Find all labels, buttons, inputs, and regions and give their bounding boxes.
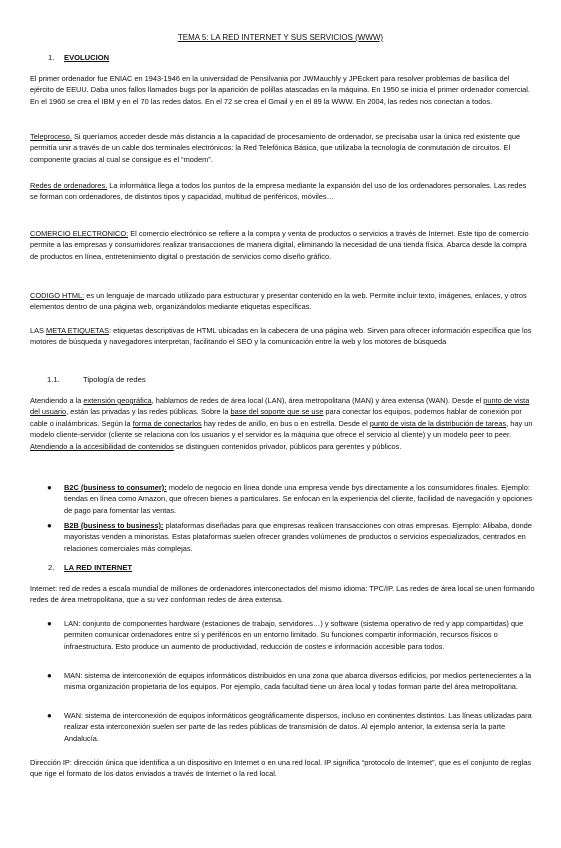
tipologia-text: se distinguen contenidos privador, públicos para gerentes y públicos. (173, 441, 402, 451)
meta-prefix: LAS (30, 326, 47, 335)
tipologia-term: punto de vista del usuario (30, 396, 530, 417)
paragraph-comercio (30, 228, 535, 262)
list-item-man (47, 670, 534, 693)
text-b2b: plataformas diseñadas para que empresas realicen transacciones con otras empresas. Ejemplo: Alibaba, donde mayoristas venden a minoristas. Estas plataformas suelen ofrecer grandes volúmenes de productos o servicios especializados, centrados en relaciones comerciales más complejas. (64, 521, 532, 553)
tipologia-term: punto de vista de la distribución de tareas (369, 418, 507, 428)
bullet-icon: ● (47, 711, 52, 720)
bullet-icon: ● (47, 671, 52, 680)
text-comercio: El comercio electrónico se refiere a la compra y venta de productos o servicios a través de Internet. Este tipo de comercio permite a las empresas y consumidores realizar transacciones de manera digital, eliminando la necesidad de una tienda física. Abarca desde la compra de productos en línea, entretenimiento digital o prestación de servicios como diseño gráfico. (30, 229, 529, 261)
section-label: LA RED INTERNET (64, 563, 133, 572)
document-title: TEMA 5: LA RED INTERNET Y SUS SERVICIOS (WWW) (177, 33, 384, 42)
term-b2b: B2B (business to business): (64, 521, 164, 530)
text-wan: WAN: sistema de interconexión de equipos informáticos geográficamente dispersos, incluso en continentes distintos. Las líneas utilizadas para realizar esta interconexión suelen ser parte de las redes públicas de transmisión de datos. Al ejemplo anterior, la extensa sería la parte Andalucía. (64, 711, 532, 743)
section-label: EVOLUCION (64, 53, 110, 62)
paragraph-tipologia (30, 395, 535, 452)
paragraph-internet: Internet: red de redes a escala mundial de millones de ordenadores interconectados del mismo idioma: TPC/IP. Las redes de área local se unen formando redes de área metropolitana, que a su vez conforman redes de área extensa. (30, 584, 535, 605)
list-item-b2c (47, 482, 534, 516)
section-label: Tipología de redes (83, 375, 146, 384)
term-redes: Redes de ordenadores. (30, 181, 108, 190)
paragraph-teleproceso (30, 131, 535, 165)
text-html: es un lenguaje de marcado utilizado para estructurar y presentar contenido en la web. Permite incluir texto, imágenes, enlaces, y otros elementos dentro de una página web, organizándolos mediante etiquetas específicas. (30, 291, 527, 312)
section-heading-evolucion (48, 52, 109, 63)
tipologia-term: forma de conectarlos (132, 418, 202, 428)
text-teleproceso: Si queríamos acceder desde más distancia a la capacidad de procesamiento de ordenador, se precisaba usar la única red existente que permitía unir a través de un cable dos terminales electrónicos: la Red Telefónica Básica, que utilizaba la tecnología de conmutación de circuitos. El componente gracias al cual se consigue es el “modem”. (30, 132, 521, 164)
bullet-icon: ● (47, 521, 52, 530)
text-b2c: modelo de negocio en línea donde una empresa vende bys directamente a los consumidores finales. Ejemplo: tiendas en línea como Amazon, que ofrecen bienes a particulares. Se enfocan en la experiencia del cliente, facilidad de navegación y opciones de pago para fomentar las ventas. (64, 483, 532, 515)
tipologia-text: , hablamos de redes de área local (LAN), área metropolitana (MAN) y área extensa (WAN). Desde el (151, 396, 484, 405)
term-teleproceso: Teleproceso. (30, 132, 72, 141)
term-b2c: B2C (business to consumer): (64, 483, 167, 492)
section-heading-tipologia (47, 374, 146, 385)
paragraph-ip: Dirección IP: dirección única que identifica a un dispositivo en Internet o en una red local. IP significa “protocolo de Internet”, que es el conjunto de reglas que rige el formato de los datos enviados a través de Internet o la red local. (30, 758, 532, 779)
section-number: 1.1. (47, 375, 60, 384)
section-number: 1. (48, 53, 55, 62)
list-item-b2b (47, 520, 534, 554)
tipologia-text: hay redes de anillo, en bus o en estrella. Desde el (201, 418, 370, 428)
bullet-icon: ● (47, 619, 52, 628)
tipologia-term: extensión geográfica (83, 396, 152, 405)
bullet-icon: ● (47, 483, 52, 492)
tipologia-text: Atendiendo a la (30, 396, 84, 405)
term-meta: META ETIQUETAS (46, 326, 109, 335)
term-comercio: COMERCIO ELECTRONICO: (30, 229, 129, 238)
tipologia-term: Atendiendo a la accesibilidad de contenidos (30, 441, 174, 451)
tipologia-text: para conectar los equipos, podemos hablar de conexión por cable o inalámbricas. Según la (30, 407, 522, 428)
list-item-lan (47, 618, 534, 652)
paragraph-evolucion: El primer ordenador fue ENIAC en 1943-1946 en la universidad de Pensilvania por JWMauchly y JPEckert para resolver problemas de basílica del ejército de EEUU. Daba unos fallos llamados bugs por la aparición de polillas atascadas en la máquina. En 1950 se inicia el primer ordenador comercial. En el 1960 se crea el IBM y en el 70 las redes datos. En el 72 se crea el Gmail y en el 89 la WWW. En 2004, las redes nos conectan a todos. (30, 74, 530, 106)
text-man: MAN: sistema de interconexión de equipos informáticos distribuidos en una zona que abarca diversos edificios, por medios pertenecientes a la misma organización propietaria de los equipos. Por ejemplo, cada facultad tiene un área local y todas forman parte del área metropolitana. (64, 671, 532, 692)
tipologia-term: base del soporte que se use (230, 407, 324, 417)
paragraph-redes (30, 180, 535, 203)
section-number: 2. (48, 563, 55, 572)
tipologia-text: , están las privadas y las redes públicas. Sobre la (66, 407, 231, 417)
term-html: CODIGO HTML: (30, 291, 85, 300)
text-redes: La informática llega a todos los puntos de la empresa mediante la expansión del uso de los ordenadores personales. Las redes se forman con ordenadores, de distintos tipos y capacidad, multitud de periféricos, móviles… (30, 181, 527, 202)
section-heading-internet (48, 562, 132, 573)
text-meta: : etiquetas descriptivas de HTML ubicadas en la cabecera de una página web. Sirven para ofrecer información específica que los motores de búsqueda y navegadores interpretan, facilitando el SEO y la comunicación entre la web y los motores de búsqueda (30, 326, 532, 347)
list-item-wan (47, 710, 534, 744)
paragraph-html (30, 290, 535, 313)
paragraph-meta (30, 325, 535, 348)
text-lan: LAN: conjunto de componentes hardware (estaciones de trabajo, servidores…) y software (sistema operativo de red y app compartidas) que permiten comunicar ordenadores entre sí y periféricos en un entorno limitado. Su funciones compartir información, recursos físicos o infraestructura. Esto produce un aumento de productividad, reducción de costes e información accesible para todos. (64, 619, 524, 651)
tipologia-text: , hay un modelo cliente-servidor (cliente se relaciona con los usuarios y el servidor es la máquina que ofrece el servicio al cliente) y un modelo peer to peer. (30, 418, 533, 440)
